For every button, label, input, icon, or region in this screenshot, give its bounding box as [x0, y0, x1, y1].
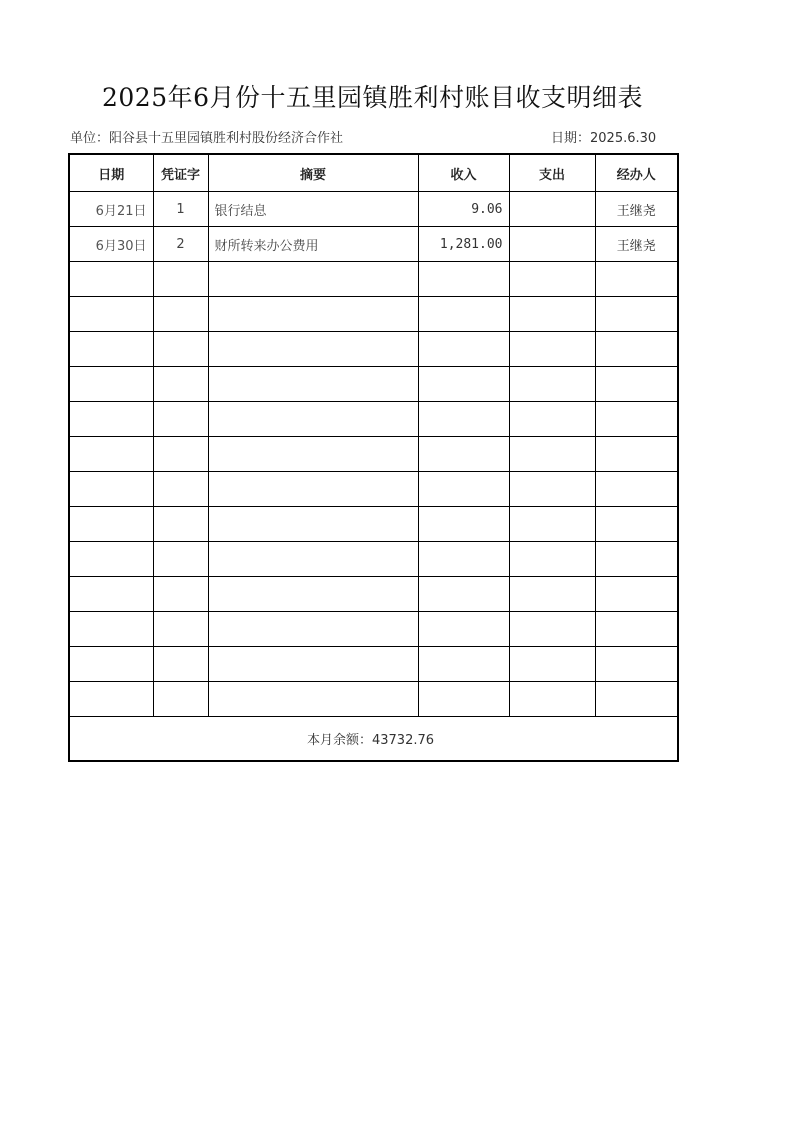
cell-summary	[208, 262, 418, 297]
cell-date	[69, 367, 153, 402]
cell-handler: 王继尧	[595, 227, 678, 262]
balance-row	[69, 717, 678, 762]
cell-voucher	[153, 262, 208, 297]
cell-summary	[208, 577, 418, 612]
table-row	[69, 577, 678, 612]
cell-income	[418, 577, 509, 612]
table-row	[69, 227, 678, 262]
cell-summary	[208, 297, 418, 332]
cell-summary	[208, 647, 418, 682]
cell-income	[418, 297, 509, 332]
monthly-balance: 本月余额：43732.76	[306, 733, 435, 748]
cell-date: 6月30日	[69, 227, 153, 262]
cell-expense	[509, 297, 595, 332]
table-row	[69, 437, 678, 472]
cell-voucher	[153, 542, 208, 577]
column-header-date: 日期	[69, 154, 153, 192]
cell-handler	[595, 542, 678, 577]
cell-expense	[509, 262, 595, 297]
cell-income	[418, 472, 509, 507]
cell-expense	[509, 227, 595, 262]
cell-voucher: 1	[153, 192, 208, 227]
report-date: 日期：2025.6.30	[551, 131, 657, 146]
cell-income	[418, 507, 509, 542]
cell-date	[69, 577, 153, 612]
cell-voucher	[153, 682, 208, 717]
cell-date: 6月21日	[69, 192, 153, 227]
table-row	[69, 332, 678, 367]
table-row	[69, 472, 678, 507]
cell-summary	[208, 472, 418, 507]
cell-voucher	[153, 437, 208, 472]
column-header-handler: 经办人	[595, 154, 678, 192]
cell-income	[418, 332, 509, 367]
cell-date	[69, 647, 153, 682]
cell-voucher	[153, 577, 208, 612]
table-row	[69, 612, 678, 647]
cell-voucher	[153, 472, 208, 507]
balance-cell	[69, 717, 678, 762]
cell-summary: 财所转来办公费用	[208, 227, 418, 262]
ledger-body	[69, 192, 678, 717]
cell-income: 9.06	[418, 192, 509, 227]
page-title: 2025年6月份十五里园镇胜利村账目收支明细表	[101, 83, 644, 112]
cell-summary	[208, 367, 418, 402]
cell-handler	[595, 402, 678, 437]
cell-voucher	[153, 297, 208, 332]
cell-handler	[595, 647, 678, 682]
cell-income	[418, 402, 509, 437]
cell-summary	[208, 682, 418, 717]
cell-income: 1,281.00	[418, 227, 509, 262]
table-row	[69, 192, 678, 227]
table-row	[69, 262, 678, 297]
cell-income	[418, 542, 509, 577]
cell-voucher	[153, 367, 208, 402]
cell-income	[418, 437, 509, 472]
column-header-summary: 摘要	[208, 154, 418, 192]
cell-summary	[208, 402, 418, 437]
cell-voucher	[153, 332, 208, 367]
cell-date	[69, 437, 153, 472]
cell-expense	[509, 192, 595, 227]
ledger-table	[68, 153, 679, 762]
cell-date	[69, 402, 153, 437]
cell-handler: 王继尧	[595, 192, 678, 227]
column-header-expense: 支出	[509, 154, 595, 192]
cell-date	[69, 262, 153, 297]
table-row	[69, 542, 678, 577]
cell-handler	[595, 682, 678, 717]
cell-income	[418, 262, 509, 297]
cell-handler	[595, 332, 678, 367]
cell-handler	[595, 367, 678, 402]
cell-handler	[595, 297, 678, 332]
cell-date	[69, 507, 153, 542]
cell-expense	[509, 472, 595, 507]
cell-summary	[208, 332, 418, 367]
table-row	[69, 297, 678, 332]
cell-date	[69, 542, 153, 577]
cell-date	[69, 332, 153, 367]
cell-expense	[509, 367, 595, 402]
cell-date	[69, 612, 153, 647]
cell-income	[418, 682, 509, 717]
cell-voucher	[153, 507, 208, 542]
cell-income	[418, 367, 509, 402]
table-row	[69, 682, 678, 717]
table-row	[69, 647, 678, 682]
cell-expense	[509, 507, 595, 542]
cell-date	[69, 472, 153, 507]
cell-voucher	[153, 647, 208, 682]
cell-summary	[208, 507, 418, 542]
cell-expense	[509, 647, 595, 682]
cell-expense	[509, 437, 595, 472]
cell-summary	[208, 542, 418, 577]
cell-income	[418, 612, 509, 647]
cell-expense	[509, 612, 595, 647]
cell-handler	[595, 437, 678, 472]
table-row	[69, 367, 678, 402]
table-row	[69, 402, 678, 437]
cell-handler	[595, 612, 678, 647]
cell-summary	[208, 612, 418, 647]
table-row	[69, 507, 678, 542]
cell-expense	[509, 332, 595, 367]
cell-summary	[208, 437, 418, 472]
column-header-voucher: 凭证字	[153, 154, 208, 192]
cell-expense	[509, 682, 595, 717]
cell-voucher	[153, 402, 208, 437]
unit-label: 单位：阳谷县十五里园镇胜利村股份经济合作社	[70, 131, 344, 146]
cell-handler	[595, 262, 678, 297]
table-header-row	[69, 154, 678, 192]
cell-income	[418, 647, 509, 682]
cell-voucher	[153, 612, 208, 647]
cell-voucher: 2	[153, 227, 208, 262]
cell-summary: 银行结息	[208, 192, 418, 227]
cell-date	[69, 297, 153, 332]
cell-handler	[595, 472, 678, 507]
cell-expense	[509, 542, 595, 577]
cell-expense	[509, 577, 595, 612]
column-header-income: 收入	[418, 154, 509, 192]
cell-handler	[595, 507, 678, 542]
cell-handler	[595, 577, 678, 612]
cell-date	[69, 682, 153, 717]
cell-expense	[509, 402, 595, 437]
